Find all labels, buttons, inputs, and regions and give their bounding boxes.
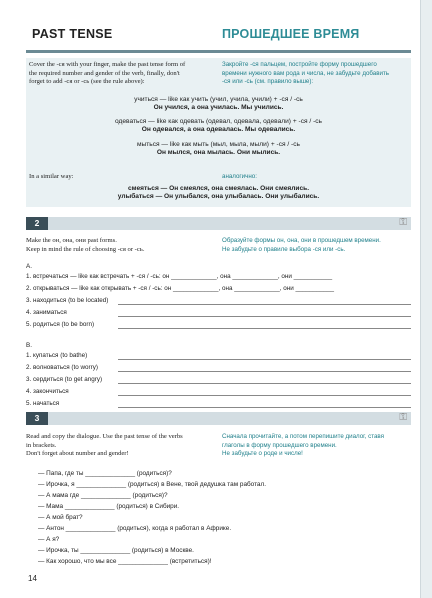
- item-b4: 4. закончиться: [26, 388, 69, 395]
- instruction-en-line: forget to add -ся or -сь (see the rule above):: [29, 78, 145, 86]
- ex3-instruction-ru: [222, 433, 412, 459]
- instruction-en-line: Make the он, она, они past forms.: [26, 237, 117, 244]
- instruction-ru-line: -ся или -сь (см. правило выше):: [222, 78, 314, 86]
- example-mytsya: [26, 141, 411, 158]
- instruction-ru-line: Не забудьте о правиле выбора -ся или -сь.: [222, 245, 346, 253]
- instruction-en-line: Don't forget about number and gender!: [26, 450, 129, 458]
- similar-examples: [26, 185, 411, 202]
- exercise-number: 2: [26, 217, 48, 230]
- item-b5: 5. начаться: [26, 400, 60, 407]
- instruction-en-line: the required number and gender of the verb, finally, don't: [29, 69, 180, 77]
- answer-line[interactable]: [118, 310, 411, 317]
- instruction-en: [29, 61, 214, 87]
- instruction-ru-line: Не забудьте о роде и числе!: [222, 450, 303, 458]
- dialogue-line: — Ирочка, я ______________ (родиться) в Вене, твой дедушка там работал.: [38, 481, 266, 488]
- instruction-ru-line: Сначала прочитайте, а потом перепишите диалог, ставя: [222, 433, 384, 440]
- key-icon: ⚿: [399, 412, 407, 423]
- key-icon: ⚿: [399, 217, 407, 228]
- item-a4: 4. заниматься: [26, 309, 67, 316]
- answer-line[interactable]: [118, 322, 411, 329]
- part-b-label: B.: [26, 342, 32, 349]
- page-header: [26, 18, 411, 56]
- instruction-en-line: Read and copy the dialogue. Use the past tense of the verbs: [26, 433, 183, 440]
- part-a-label: A.: [26, 263, 32, 270]
- title-ru: ПРОШЕДШЕЕ ВРЕМЯ: [222, 27, 360, 41]
- answer-line[interactable]: [118, 377, 411, 384]
- answer-line[interactable]: [118, 389, 411, 396]
- item-a2[interactable]: 2. открываться — like как открывать + -ся / -сь: он _____________, она _____________, они ___________: [26, 285, 335, 292]
- item-a1[interactable]: 1. встречаться — like как встречать + -ся / -сь: он _____________, она _____________, они ___________: [26, 273, 333, 280]
- example-uchitsya: [26, 96, 411, 113]
- answer-line[interactable]: [118, 353, 411, 360]
- answer-line[interactable]: [118, 365, 411, 372]
- example-rule: одеваться — like как одевать (одевал, одевала, одевали) + -ся / -сь: [115, 118, 322, 125]
- answer-line[interactable]: [118, 401, 411, 408]
- instruction-ru-line: Закройте -ся пальцем, постройте форму прошедшего: [222, 61, 377, 68]
- example-forms: Он учился, а она училась. Мы учились.: [153, 104, 284, 112]
- similar-en: In a similar way:: [29, 173, 74, 180]
- ex2-instruction-en: [26, 237, 211, 254]
- dialogue-line: — А я?: [38, 536, 60, 543]
- item-b3: 3. сердиться (to get angry): [26, 376, 103, 383]
- page-edge: [421, 0, 432, 598]
- item-a3: 3. находиться (to be located): [26, 297, 109, 304]
- rule-box: [26, 58, 411, 207]
- dialogue-line: — Ирочка, ты ______________ (родиться) в Москве.: [38, 547, 194, 554]
- example-rule: учиться — like как учить (учил, учила, учили) + -ся / -сь: [134, 96, 303, 103]
- exercise-2-bar: [26, 217, 411, 230]
- dialogue-line: — А мой брат?: [38, 514, 83, 521]
- page-number: 14: [28, 574, 37, 583]
- dialogue-line: — Мама ______________ (родиться) в Сибири.: [38, 503, 180, 510]
- example-forms: улыбаться — Он улыбался, она улыбалась. Они улыбались.: [117, 193, 320, 201]
- dialogue-line: — Папа, где ты ______________ (родиться)?: [38, 470, 172, 477]
- header-rule: [26, 50, 411, 53]
- item-b2: 2. волноваться (to worry): [26, 364, 98, 371]
- answer-line[interactable]: [118, 298, 411, 305]
- instruction-en-line: Keep in mind the rule of choosing -ся or -сь.: [26, 245, 145, 253]
- dialogue-line: — А мама где ______________ (родиться)?: [38, 492, 168, 499]
- instruction-ru-line: времени нужного вам рода и числа, не забудьте добавить: [222, 69, 390, 77]
- example-forms: смеяться — Он смеялся, она смеялась. Они смеялись.: [127, 185, 310, 192]
- exercise-number: 3: [26, 412, 48, 425]
- title-en: PAST TENSE: [32, 27, 113, 41]
- example-forms: Он мылся, она мылась. Они мылись.: [156, 149, 281, 157]
- ex3-instruction-en: [26, 433, 218, 459]
- ex2-instruction-ru: [222, 237, 412, 254]
- dialogue-line: — Как хорошо, что мы все ______________ (встретиться)!: [38, 558, 212, 565]
- example-forms: Он одевался, а она одевалась. Мы одевались.: [141, 126, 296, 134]
- example-rule: мыться — like как мыть (мыл, мыла, мыли) + -ся / -сь: [137, 141, 300, 148]
- similar-ru: аналогично:: [222, 173, 257, 180]
- instruction-en-line: Cover the -ся with your finger, make the past tense form of: [29, 61, 186, 68]
- exercise-3-bar: [26, 412, 411, 425]
- instruction-ru-line: Образуйте формы он, она, они в прошедшем времени.: [222, 237, 381, 244]
- example-odevatsya: [26, 118, 411, 135]
- instruction-en-line: in brackets.: [26, 441, 57, 449]
- instruction-ru-line: глаголы в форму прошедшего времени.: [222, 441, 337, 449]
- item-a5: 5. родиться (to be born): [26, 321, 95, 328]
- item-b1: 1. купаться (to bathe): [26, 352, 88, 359]
- instruction-ru: [222, 61, 410, 87]
- dialogue-line: — Антон ______________ (родиться), когда я работал в Африке.: [38, 525, 232, 532]
